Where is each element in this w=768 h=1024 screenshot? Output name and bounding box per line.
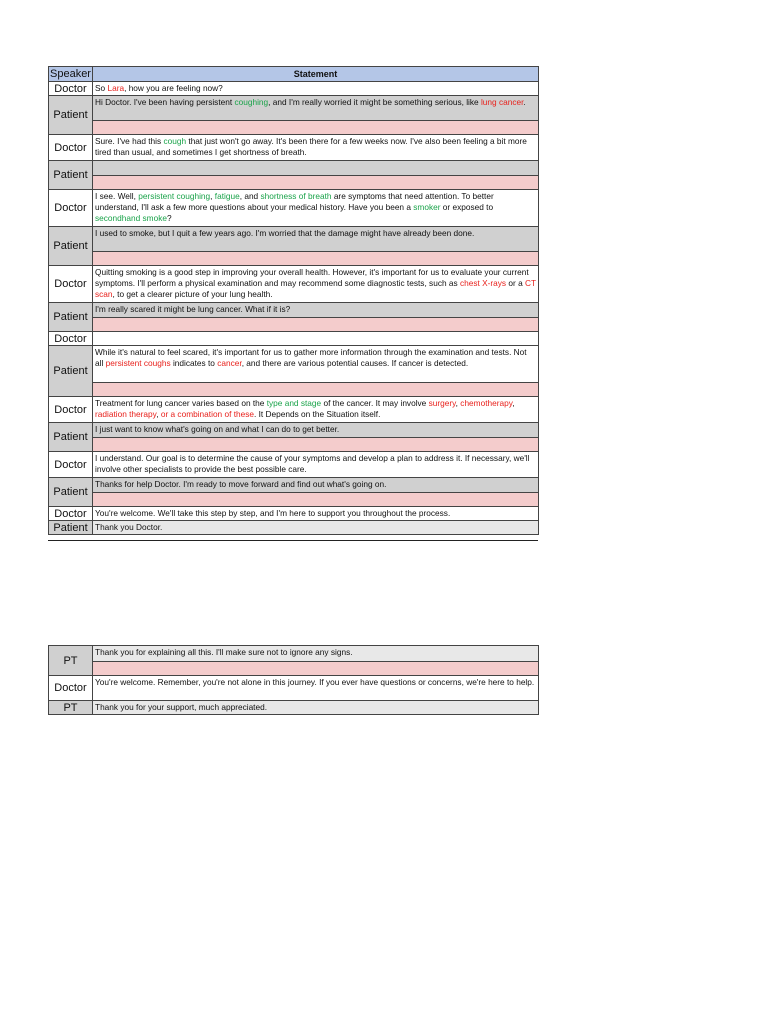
statement-text: Hi Doctor. I've been having persistent <box>95 97 235 107</box>
dialogue-table <box>48 66 539 535</box>
speaker-cell: Patient <box>49 521 93 535</box>
highlighted-term: chemotherapy <box>460 398 513 408</box>
speaker-cell: Doctor <box>49 190 93 227</box>
statement-text: are symptoms that need attention. To better understand, I'll ask a few more questions about your medical history. Have you been a <box>95 191 494 212</box>
speaker-column-header: Speaker <box>50 68 91 80</box>
statement-text: I see. Well, <box>95 191 139 201</box>
empty-highlight-cell <box>93 176 539 190</box>
statement-text: , and I'm really worried it might be something serious, like <box>268 97 481 107</box>
statement-text: Thank you Doctor. <box>95 522 163 532</box>
statement-text: Thank you for your support, much appreciated. <box>95 702 268 712</box>
statement-cell <box>93 701 539 715</box>
statement-text: You're welcome. We'll take this step by step, and I'm here to support you throughout the process. <box>95 508 451 518</box>
statement-text: , <box>512 398 515 408</box>
statement-text: or exposed to <box>440 202 494 212</box>
empty-highlight-cell <box>93 383 539 397</box>
highlighted-term: secondhand smoke <box>95 213 167 223</box>
statement-text: , <box>156 409 161 419</box>
statement-column-header: Statement <box>93 67 539 82</box>
speaker-cell: Doctor <box>49 266 93 303</box>
extra-dialogue-table <box>48 645 539 715</box>
speaker-cell: Patient <box>49 161 93 190</box>
statement-cell <box>93 266 539 303</box>
highlighted-term: Lara <box>107 83 125 93</box>
statement-text: Treatment for lung cancer varies based on the <box>95 398 267 408</box>
speaker-cell: PT <box>49 701 93 715</box>
statement-text: I used to smoke, but I quit a few years ago. I'm worried that the damage might have already been done. <box>95 228 475 238</box>
statement-cell <box>93 303 539 318</box>
speaker-cell: Patient <box>49 423 93 452</box>
statement-text: While it's natural to feel scared, it's important for us to gather more information through the examination and tests. Not all <box>95 347 527 368</box>
statement-cell <box>93 96 539 121</box>
highlighted-term: shortness of breath <box>260 191 332 201</box>
statement-text: ? <box>166 213 172 223</box>
statement-text: . It Depends on the Situation itself. <box>254 409 381 419</box>
statement-text: of the cancer. It may involve <box>321 398 429 408</box>
table-row <box>49 332 539 346</box>
table-row <box>49 96 539 121</box>
statement-text: , how you are feeling now? <box>124 83 223 93</box>
highlighted-term: coughing <box>234 97 269 107</box>
highlighted-term: chest X-rays <box>459 278 507 288</box>
table-row-spacer <box>49 252 539 266</box>
table-row <box>49 507 539 521</box>
speaker-cell: Doctor <box>49 452 93 478</box>
statement-text: , <box>210 191 215 201</box>
statement-cell <box>93 423 539 438</box>
highlighted-term: or a combination of these <box>160 409 254 419</box>
statement-cell <box>93 521 539 535</box>
highlighted-term: fatigue <box>214 191 240 201</box>
table-row-spacer <box>49 176 539 190</box>
table-row <box>49 346 539 383</box>
statement-cell <box>93 346 539 383</box>
highlighted-term: radiation therapy <box>95 409 157 419</box>
speaker-cell: Patient <box>49 303 93 332</box>
statement-text: So <box>95 83 108 93</box>
statement-text: that just won't go away. It's been there for a few weeks now. I've also been feeling a bit more tired than usual, and sometimes I get shortness of breath. <box>95 136 527 157</box>
table-row <box>49 397 539 423</box>
statement-text: , <box>455 398 461 408</box>
empty-highlight-cell <box>93 438 539 452</box>
statement-text: indicates to <box>170 358 218 368</box>
statement-cell <box>93 676 539 701</box>
speaker-cell: Patient <box>49 346 93 397</box>
table-row <box>49 190 539 227</box>
table-row-spacer <box>49 383 539 397</box>
empty-highlight-cell <box>93 252 539 266</box>
empty-highlight-cell <box>93 318 539 332</box>
highlighted-term: type and stage <box>266 398 322 408</box>
statement-cell <box>93 397 539 423</box>
statement-cell <box>93 190 539 227</box>
speaker-cell: Doctor <box>49 82 93 96</box>
speaker-cell: Doctor <box>49 135 93 161</box>
table-row-spacer <box>49 493 539 507</box>
statement-cell <box>93 82 539 96</box>
table-row <box>49 423 539 438</box>
highlighted-term: CT scan <box>95 278 536 299</box>
table-row <box>49 161 539 176</box>
speaker-cell: Doctor <box>49 397 93 423</box>
statement-text: Thank you for explaining all this. I'll make sure not to ignore any signs. <box>95 647 353 657</box>
highlighted-term: persistent coughs <box>105 358 171 368</box>
statement-cell <box>93 227 539 252</box>
statement-cell <box>93 452 539 478</box>
statement-text: , and there are various potential causes. If cancer is detected. <box>241 358 469 368</box>
speaker-cell: Patient <box>49 227 93 266</box>
statement-cell <box>93 332 539 346</box>
table-row <box>49 227 539 252</box>
statement-text: Thanks for help Doctor. I'm ready to move forward and find out what's going on. <box>95 479 387 489</box>
statement-text: I understand. Our goal is to determine the cause of your symptoms and develop a plan to address it. If necessary, we'll involve other specialists to provide the best possible care. <box>95 453 530 474</box>
table-header-row <box>49 67 539 82</box>
statement-text: You're welcome. Remember, you're not alone in this journey. If you ever have questions or concerns, we're here to help. <box>95 677 535 687</box>
statement-text: , to get a clearer picture of your lung health. <box>112 289 273 299</box>
statement-text: Quitting smoking is a good step in improving your overall health. However, it's important for us to evaluate your current symptoms. I'll perform a physical examination and may recommend some diagnostic tests, such as <box>95 267 529 288</box>
empty-highlight-cell <box>93 662 539 676</box>
table-row <box>49 676 539 701</box>
table-row <box>49 701 539 715</box>
statement-cell <box>93 646 539 662</box>
statement-text: Sure. I've had this <box>95 136 164 146</box>
empty-highlight-cell <box>93 121 539 135</box>
table-row <box>49 521 539 535</box>
speaker-cell: Doctor <box>49 332 93 346</box>
statement-cell <box>93 507 539 521</box>
table-row <box>49 266 539 303</box>
statement-text: I'm really scared it might be lung cancer. What if it is? <box>95 304 291 314</box>
highlighted-term: cancer <box>217 358 242 368</box>
speaker-cell: Patient <box>49 96 93 135</box>
statement-text: or a <box>506 278 525 288</box>
statement-cell <box>93 478 539 493</box>
statement-text: I just want to know what's going on and what I can do to get better. <box>95 424 340 434</box>
highlighted-term: lung cancer <box>480 97 524 107</box>
table-row <box>49 82 539 96</box>
table-row <box>49 646 539 662</box>
speaker-cell: Doctor <box>49 676 93 701</box>
table-bottom-rule <box>48 540 538 541</box>
speaker-cell: Patient <box>49 478 93 507</box>
table-row <box>49 478 539 493</box>
speaker-cell: PT <box>49 646 93 676</box>
table-row-spacer <box>49 662 539 676</box>
statement-text: . <box>523 97 526 107</box>
table-row <box>49 452 539 478</box>
highlighted-term: cough <box>163 136 187 146</box>
highlighted-term: persistent coughing <box>138 191 211 201</box>
speaker-cell: Doctor <box>49 507 93 521</box>
statement-cell <box>93 161 539 176</box>
highlighted-term: surgery <box>428 398 456 408</box>
empty-highlight-cell <box>93 493 539 507</box>
table-row <box>49 135 539 161</box>
table-row-spacer <box>49 121 539 135</box>
table-row-spacer <box>49 438 539 452</box>
statement-cell <box>93 135 539 161</box>
statement-text: , and <box>239 191 261 201</box>
table-row-spacer <box>49 318 539 332</box>
highlighted-term: smoker <box>413 202 441 212</box>
table-row <box>49 303 539 318</box>
